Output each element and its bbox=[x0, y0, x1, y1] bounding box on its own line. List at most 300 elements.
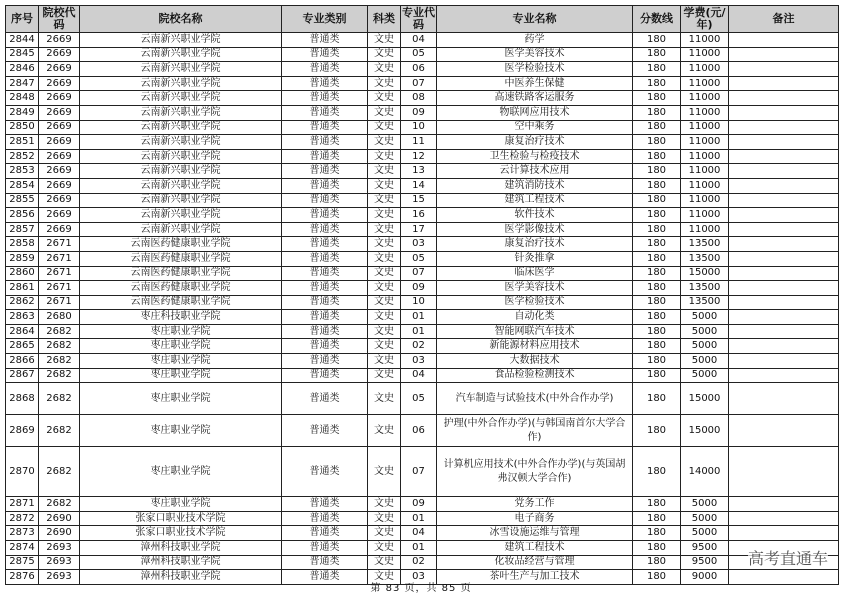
cell-tuition: 5000 bbox=[681, 368, 729, 383]
cell-tuition: 11000 bbox=[681, 91, 729, 106]
cell-major-name: 建筑工程技术 bbox=[437, 193, 633, 208]
cell-major-name: 软件技术 bbox=[437, 208, 633, 223]
cell-major-name: 医学影像技术 bbox=[437, 222, 633, 237]
cell-major-name: 化妆品经营与管理 bbox=[437, 555, 633, 570]
cell-school-code: 2669 bbox=[39, 208, 80, 223]
cell-major-name: 医学检验技术 bbox=[437, 62, 633, 77]
cell-subject: 文史 bbox=[368, 164, 401, 179]
col-header-remarks: 备注 bbox=[729, 6, 839, 33]
cell-category: 普通类 bbox=[282, 135, 368, 150]
cell-tuition: 11000 bbox=[681, 193, 729, 208]
cell-school-code: 2669 bbox=[39, 222, 80, 237]
cell-seq: 2851 bbox=[6, 135, 39, 150]
table-row bbox=[6, 222, 839, 237]
cell-school-name: 枣庄职业学院 bbox=[80, 383, 282, 415]
cell-remarks bbox=[729, 76, 839, 91]
cell-cutoff: 180 bbox=[633, 178, 681, 193]
cell-cutoff: 180 bbox=[633, 354, 681, 369]
cell-major-code: 17 bbox=[401, 222, 437, 237]
cell-category: 普通类 bbox=[282, 47, 368, 62]
cell-tuition: 9500 bbox=[681, 555, 729, 570]
table-row bbox=[6, 149, 839, 164]
cell-category: 普通类 bbox=[282, 62, 368, 77]
cell-tuition: 11000 bbox=[681, 178, 729, 193]
cell-cutoff: 180 bbox=[633, 497, 681, 512]
cell-major-code: 08 bbox=[401, 91, 437, 106]
cell-seq: 2860 bbox=[6, 266, 39, 281]
cell-subject: 文史 bbox=[368, 541, 401, 556]
cell-major-code: 09 bbox=[401, 105, 437, 120]
cell-school-code: 2680 bbox=[39, 310, 80, 325]
cell-major-name: 新能源材料应用技术 bbox=[437, 339, 633, 354]
cell-seq: 2868 bbox=[6, 383, 39, 415]
cell-major-code: 01 bbox=[401, 541, 437, 556]
cell-school-name: 云南新兴职业学院 bbox=[80, 135, 282, 150]
cell-cutoff: 180 bbox=[633, 76, 681, 91]
table-row bbox=[6, 339, 839, 354]
cell-major-name: 康复治疗技术 bbox=[437, 237, 633, 252]
cell-major-code: 09 bbox=[401, 281, 437, 296]
col-header-subject: 科类 bbox=[368, 6, 401, 33]
cell-school-code: 2682 bbox=[39, 339, 80, 354]
cell-major-code: 14 bbox=[401, 178, 437, 193]
cell-remarks bbox=[729, 339, 839, 354]
col-header-school-code: 院校代码 bbox=[39, 6, 80, 33]
cell-school-code: 2669 bbox=[39, 149, 80, 164]
cell-seq: 2859 bbox=[6, 251, 39, 266]
cell-seq: 2875 bbox=[6, 555, 39, 570]
cell-remarks bbox=[729, 324, 839, 339]
cell-cutoff: 180 bbox=[633, 251, 681, 266]
cell-remarks bbox=[729, 208, 839, 223]
cell-subject: 文史 bbox=[368, 354, 401, 369]
cell-cutoff: 180 bbox=[633, 555, 681, 570]
cell-seq: 2849 bbox=[6, 105, 39, 120]
cell-category: 普通类 bbox=[282, 178, 368, 193]
cell-school-name: 云南新兴职业学院 bbox=[80, 208, 282, 223]
cell-category: 普通类 bbox=[282, 541, 368, 556]
cell-cutoff: 180 bbox=[633, 135, 681, 150]
cell-subject: 文史 bbox=[368, 135, 401, 150]
cell-major-code: 12 bbox=[401, 149, 437, 164]
cell-major-name: 建筑消防技术 bbox=[437, 178, 633, 193]
cell-major-code: 02 bbox=[401, 339, 437, 354]
cell-school-code: 2669 bbox=[39, 62, 80, 77]
cell-subject: 文史 bbox=[368, 570, 401, 585]
cell-school-code: 2671 bbox=[39, 266, 80, 281]
table-row bbox=[6, 62, 839, 77]
cell-remarks bbox=[729, 164, 839, 179]
table-row bbox=[6, 208, 839, 223]
cell-remarks bbox=[729, 222, 839, 237]
cell-major-name: 智能网联汽车技术 bbox=[437, 324, 633, 339]
col-header-major-code: 专业代码 bbox=[402, 6, 435, 31]
cell-major-code: 05 bbox=[401, 47, 437, 62]
cell-seq: 2865 bbox=[6, 339, 39, 354]
cell-school-name: 云南新兴职业学院 bbox=[80, 178, 282, 193]
cell-major-code: 03 bbox=[401, 354, 437, 369]
cell-category: 普通类 bbox=[282, 339, 368, 354]
table-row bbox=[6, 383, 839, 415]
cell-remarks bbox=[729, 62, 839, 77]
cell-major-code: 06 bbox=[401, 415, 437, 447]
cell-cutoff: 180 bbox=[633, 295, 681, 310]
table-row bbox=[6, 541, 839, 556]
cell-subject: 文史 bbox=[368, 511, 401, 526]
cell-school-code: 2671 bbox=[39, 237, 80, 252]
cell-remarks bbox=[729, 266, 839, 281]
page-footer: 第 83 页，共 85 页 bbox=[370, 583, 472, 594]
cell-seq: 2853 bbox=[6, 164, 39, 179]
cell-subject: 文史 bbox=[368, 76, 401, 91]
cell-tuition: 11000 bbox=[681, 208, 729, 223]
cell-major-code: 02 bbox=[401, 555, 437, 570]
col-header-tuition: 学费(元/年) bbox=[681, 6, 729, 33]
cell-tuition: 11000 bbox=[681, 149, 729, 164]
cell-seq: 2856 bbox=[6, 208, 39, 223]
cell-major-name: 党务工作 bbox=[437, 497, 633, 512]
cell-school-name: 云南新兴职业学院 bbox=[80, 193, 282, 208]
cell-remarks bbox=[729, 193, 839, 208]
cell-category: 普通类 bbox=[282, 237, 368, 252]
cell-category: 普通类 bbox=[282, 91, 368, 106]
cell-cutoff: 180 bbox=[633, 237, 681, 252]
cell-major-name: 康复治疗技术 bbox=[437, 135, 633, 150]
cell-cutoff: 180 bbox=[633, 62, 681, 77]
cell-subject: 文史 bbox=[368, 120, 401, 135]
cell-seq: 2872 bbox=[6, 511, 39, 526]
cell-subject: 文史 bbox=[368, 555, 401, 570]
cell-tuition: 9500 bbox=[681, 541, 729, 556]
table-row bbox=[6, 324, 839, 339]
cell-major-code: 01 bbox=[401, 324, 437, 339]
table-row bbox=[6, 295, 839, 310]
cell-remarks bbox=[729, 178, 839, 193]
table-row bbox=[6, 193, 839, 208]
cell-major-code: 03 bbox=[401, 570, 437, 585]
cell-subject: 文史 bbox=[368, 47, 401, 62]
cell-school-name: 枣庄职业学院 bbox=[80, 447, 282, 497]
cell-category: 普通类 bbox=[282, 310, 368, 325]
col-header-major-name: 专业名称 bbox=[437, 6, 633, 33]
cell-major-name: 计算机应用技术(中外合作办学)(与英国胡弗汉顿大学合作) bbox=[437, 447, 633, 497]
cell-seq: 2863 bbox=[6, 310, 39, 325]
cell-school-code: 2682 bbox=[39, 383, 80, 415]
cell-remarks bbox=[729, 33, 839, 48]
cell-subject: 文史 bbox=[368, 178, 401, 193]
cell-category: 普通类 bbox=[282, 415, 368, 447]
cell-subject: 文史 bbox=[368, 310, 401, 325]
cell-cutoff: 180 bbox=[633, 266, 681, 281]
table-row bbox=[6, 354, 839, 369]
cell-seq: 2858 bbox=[6, 237, 39, 252]
cell-tuition: 13500 bbox=[681, 281, 729, 296]
cell-tuition: 5000 bbox=[681, 354, 729, 369]
table-row bbox=[6, 447, 839, 497]
cell-seq: 2867 bbox=[6, 368, 39, 383]
cell-school-name: 枣庄职业学院 bbox=[80, 354, 282, 369]
cell-remarks bbox=[729, 415, 839, 447]
table-header-row bbox=[6, 6, 839, 33]
cell-school-name: 张家口职业技术学院 bbox=[80, 526, 282, 541]
cell-category: 普通类 bbox=[282, 251, 368, 266]
cell-tuition: 5000 bbox=[681, 497, 729, 512]
cell-school-name: 枣庄职业学院 bbox=[80, 339, 282, 354]
cell-major-code: 07 bbox=[401, 266, 437, 281]
cell-tuition: 11000 bbox=[681, 33, 729, 48]
cell-school-code: 2682 bbox=[39, 354, 80, 369]
cell-major-name: 建筑工程技术 bbox=[437, 541, 633, 556]
cell-cutoff: 180 bbox=[633, 149, 681, 164]
cell-tuition: 13500 bbox=[681, 295, 729, 310]
cell-subject: 文史 bbox=[368, 208, 401, 223]
cell-school-name: 云南新兴职业学院 bbox=[80, 33, 282, 48]
cell-tuition: 11000 bbox=[681, 135, 729, 150]
cell-category: 普通类 bbox=[282, 383, 368, 415]
table-row bbox=[6, 368, 839, 383]
cell-school-name: 云南医药健康职业学院 bbox=[80, 237, 282, 252]
cell-seq: 2864 bbox=[6, 324, 39, 339]
cell-category: 普通类 bbox=[282, 164, 368, 179]
cell-subject: 文史 bbox=[368, 91, 401, 106]
cell-major-name: 大数据技术 bbox=[437, 354, 633, 369]
table-row bbox=[6, 526, 839, 541]
cell-seq: 2852 bbox=[6, 149, 39, 164]
cell-major-code: 15 bbox=[401, 193, 437, 208]
cell-school-code: 2669 bbox=[39, 193, 80, 208]
cell-tuition: 5000 bbox=[681, 339, 729, 354]
cell-remarks bbox=[729, 368, 839, 383]
cell-major-name: 电子商务 bbox=[437, 511, 633, 526]
cell-subject: 文史 bbox=[368, 237, 401, 252]
cell-tuition: 5000 bbox=[681, 526, 729, 541]
admission-table bbox=[5, 5, 839, 585]
cell-cutoff: 180 bbox=[633, 383, 681, 415]
cell-remarks bbox=[729, 383, 839, 415]
cell-major-name: 卫生检验与检疫技术 bbox=[437, 149, 633, 164]
cell-major-code: 07 bbox=[401, 76, 437, 91]
cell-remarks bbox=[729, 447, 839, 497]
cell-major-name: 云计算技术应用 bbox=[437, 164, 633, 179]
cell-seq: 2869 bbox=[6, 415, 39, 447]
cell-seq: 2845 bbox=[6, 47, 39, 62]
table-row bbox=[6, 33, 839, 48]
cell-seq: 2844 bbox=[6, 33, 39, 48]
cell-school-name: 云南新兴职业学院 bbox=[80, 120, 282, 135]
table-row bbox=[6, 415, 839, 447]
cell-cutoff: 180 bbox=[633, 526, 681, 541]
cell-major-code: 04 bbox=[401, 33, 437, 48]
cell-category: 普通类 bbox=[282, 33, 368, 48]
cell-cutoff: 180 bbox=[633, 324, 681, 339]
cell-remarks bbox=[729, 135, 839, 150]
cell-subject: 文史 bbox=[368, 339, 401, 354]
cell-major-name: 自动化类 bbox=[437, 310, 633, 325]
cell-major-name: 汽车制造与试验技术(中外合作办学) bbox=[437, 383, 633, 415]
cell-subject: 文史 bbox=[368, 526, 401, 541]
table-row bbox=[6, 497, 839, 512]
cell-subject: 文史 bbox=[368, 324, 401, 339]
cell-cutoff: 180 bbox=[633, 310, 681, 325]
cell-tuition: 11000 bbox=[681, 47, 729, 62]
cell-remarks bbox=[729, 47, 839, 62]
cell-school-name: 枣庄职业学院 bbox=[80, 415, 282, 447]
cell-tuition: 15000 bbox=[681, 415, 729, 447]
table-row bbox=[6, 76, 839, 91]
cell-category: 普通类 bbox=[282, 570, 368, 585]
cell-tuition: 11000 bbox=[681, 105, 729, 120]
cell-school-code: 2669 bbox=[39, 105, 80, 120]
col-header-school-name: 院校名称 bbox=[80, 6, 282, 33]
cell-seq: 2846 bbox=[6, 62, 39, 77]
cell-school-name: 枣庄职业学院 bbox=[80, 497, 282, 512]
cell-remarks bbox=[729, 105, 839, 120]
cell-seq: 2874 bbox=[6, 541, 39, 556]
cell-school-name: 张家口职业技术学院 bbox=[80, 511, 282, 526]
cell-school-name: 云南新兴职业学院 bbox=[80, 62, 282, 77]
col-header-seq: 序号 bbox=[6, 6, 39, 33]
cell-school-name: 枣庄科技职业学院 bbox=[80, 310, 282, 325]
cell-school-code: 2669 bbox=[39, 178, 80, 193]
cell-school-code: 2682 bbox=[39, 497, 80, 512]
cell-category: 普通类 bbox=[282, 555, 368, 570]
cell-subject: 文史 bbox=[368, 266, 401, 281]
cell-school-name: 云南医药健康职业学院 bbox=[80, 251, 282, 266]
cell-tuition: 9000 bbox=[681, 570, 729, 585]
cell-school-name: 枣庄职业学院 bbox=[80, 368, 282, 383]
watermark-text: 高考直通车 bbox=[748, 546, 828, 569]
cell-major-code: 10 bbox=[401, 295, 437, 310]
cell-subject: 文史 bbox=[368, 368, 401, 383]
cell-school-name: 云南医药健康职业学院 bbox=[80, 295, 282, 310]
cell-subject: 文史 bbox=[368, 383, 401, 415]
cell-seq: 2848 bbox=[6, 91, 39, 106]
cell-tuition: 11000 bbox=[681, 164, 729, 179]
cell-major-code: 04 bbox=[401, 526, 437, 541]
cell-subject: 文史 bbox=[368, 281, 401, 296]
cell-subject: 文史 bbox=[368, 497, 401, 512]
cell-remarks bbox=[729, 120, 839, 135]
table-row bbox=[6, 555, 839, 570]
cell-category: 普通类 bbox=[282, 324, 368, 339]
cell-remarks bbox=[729, 354, 839, 369]
cell-remarks bbox=[729, 251, 839, 266]
cell-seq: 2850 bbox=[6, 120, 39, 135]
cell-school-code: 2669 bbox=[39, 47, 80, 62]
cell-major-code: 13 bbox=[401, 164, 437, 179]
cell-subject: 文史 bbox=[368, 251, 401, 266]
cell-subject: 文史 bbox=[368, 295, 401, 310]
cell-school-code: 2682 bbox=[39, 324, 80, 339]
cell-tuition: 5000 bbox=[681, 511, 729, 526]
table-row bbox=[6, 91, 839, 106]
cell-remarks bbox=[729, 526, 839, 541]
cell-category: 普通类 bbox=[282, 497, 368, 512]
cell-subject: 文史 bbox=[368, 222, 401, 237]
cell-tuition: 5000 bbox=[681, 310, 729, 325]
cell-cutoff: 180 bbox=[633, 33, 681, 48]
cell-cutoff: 180 bbox=[633, 511, 681, 526]
table-row bbox=[6, 310, 839, 325]
cell-cutoff: 180 bbox=[633, 447, 681, 497]
cell-school-code: 2669 bbox=[39, 76, 80, 91]
cell-cutoff: 180 bbox=[633, 415, 681, 447]
cell-major-code: 11 bbox=[401, 135, 437, 150]
cell-tuition: 13500 bbox=[681, 237, 729, 252]
cell-tuition: 5000 bbox=[681, 324, 729, 339]
cell-school-code: 2693 bbox=[39, 541, 80, 556]
cell-category: 普通类 bbox=[282, 526, 368, 541]
cell-school-code: 2669 bbox=[39, 164, 80, 179]
cell-remarks bbox=[729, 91, 839, 106]
cell-major-code: 03 bbox=[401, 237, 437, 252]
cell-school-code: 2669 bbox=[39, 120, 80, 135]
cell-major-code: 10 bbox=[401, 120, 437, 135]
cell-category: 普通类 bbox=[282, 208, 368, 223]
cell-major-code: 16 bbox=[401, 208, 437, 223]
table-row bbox=[6, 251, 839, 266]
cell-school-name: 云南新兴职业学院 bbox=[80, 222, 282, 237]
cell-major-name: 食品检验检测技术 bbox=[437, 368, 633, 383]
cell-seq: 2876 bbox=[6, 570, 39, 585]
cell-major-name: 高速铁路客运服务 bbox=[437, 91, 633, 106]
cell-subject: 文史 bbox=[368, 33, 401, 48]
cell-school-name: 漳州科技职业学院 bbox=[80, 541, 282, 556]
cell-school-name: 云南医药健康职业学院 bbox=[80, 281, 282, 296]
cell-remarks bbox=[729, 310, 839, 325]
cell-school-code: 2690 bbox=[39, 526, 80, 541]
cell-school-name: 云南新兴职业学院 bbox=[80, 105, 282, 120]
cell-tuition: 11000 bbox=[681, 62, 729, 77]
cell-seq: 2862 bbox=[6, 295, 39, 310]
cell-remarks bbox=[729, 295, 839, 310]
cell-subject: 文史 bbox=[368, 193, 401, 208]
table-row bbox=[6, 120, 839, 135]
cell-school-code: 2671 bbox=[39, 295, 80, 310]
cell-remarks bbox=[729, 497, 839, 512]
table-row bbox=[6, 511, 839, 526]
table-row bbox=[6, 47, 839, 62]
cell-remarks bbox=[729, 281, 839, 296]
cell-tuition: 15000 bbox=[681, 266, 729, 281]
cell-cutoff: 180 bbox=[633, 208, 681, 223]
table-row bbox=[6, 237, 839, 252]
cell-cutoff: 180 bbox=[633, 570, 681, 585]
cell-major-name: 空中乘务 bbox=[437, 120, 633, 135]
cell-school-code: 2693 bbox=[39, 570, 80, 585]
table-row bbox=[6, 164, 839, 179]
cell-cutoff: 180 bbox=[633, 120, 681, 135]
cell-school-code: 2693 bbox=[39, 555, 80, 570]
table-row bbox=[6, 266, 839, 281]
cell-cutoff: 180 bbox=[633, 105, 681, 120]
cell-school-code: 2669 bbox=[39, 135, 80, 150]
cell-category: 普通类 bbox=[282, 354, 368, 369]
cell-category: 普通类 bbox=[282, 120, 368, 135]
table-row bbox=[6, 178, 839, 193]
cell-cutoff: 180 bbox=[633, 91, 681, 106]
cell-school-code: 2669 bbox=[39, 91, 80, 106]
cell-school-name: 云南新兴职业学院 bbox=[80, 91, 282, 106]
cell-subject: 文史 bbox=[368, 105, 401, 120]
cell-subject: 文史 bbox=[368, 62, 401, 77]
cell-subject: 文史 bbox=[368, 415, 401, 447]
cell-major-code: 01 bbox=[401, 310, 437, 325]
cell-seq: 2861 bbox=[6, 281, 39, 296]
cell-major-code: 07 bbox=[401, 447, 437, 497]
cell-tuition: 11000 bbox=[681, 76, 729, 91]
cell-cutoff: 180 bbox=[633, 222, 681, 237]
